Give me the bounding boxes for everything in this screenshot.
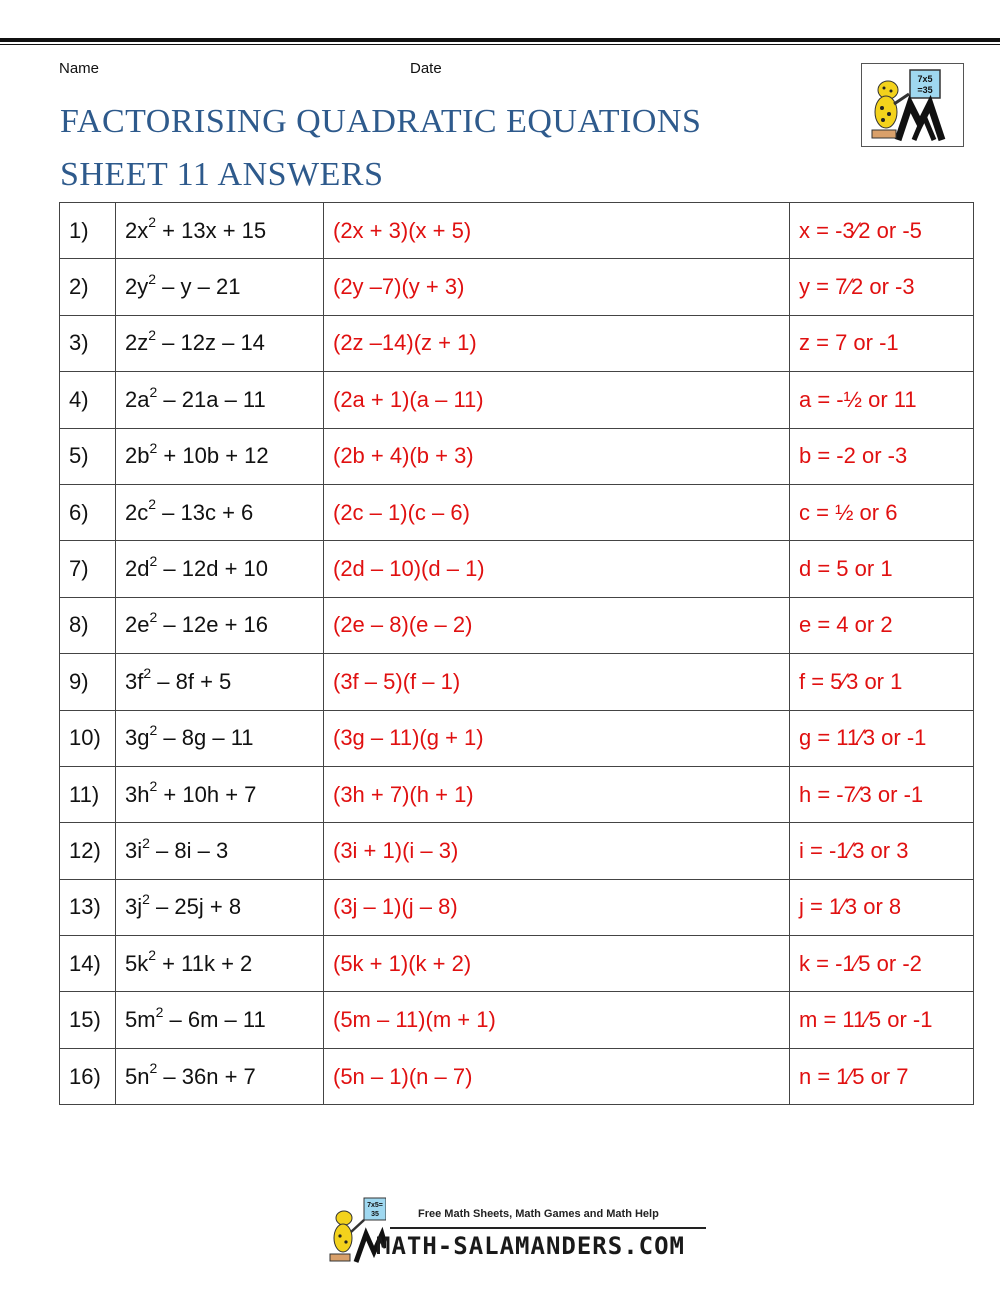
table-row [60,654,974,710]
quadratic-expression [116,879,324,935]
exponent: 2 [149,439,158,456]
expression-rest: – 8f + 5 [151,668,232,694]
question-number: 4) [60,372,116,428]
variable: a [137,386,150,412]
solution: g = 11⁄3 or -1 [790,710,974,766]
svg-text:35: 35 [371,1211,379,1218]
factorised-form: (3g – 11)(g + 1) [324,710,790,766]
table-row [60,710,974,766]
question-number: 3) [60,315,116,371]
quadratic-expression [116,710,324,766]
variable: y [137,274,149,300]
question-number: 9) [60,654,116,710]
coefficient: 2 [125,612,138,638]
quadratic-expression [116,992,324,1048]
exponent: 2 [149,1060,158,1077]
exponent: 2 [149,778,158,795]
salamander-logo-icon [862,64,963,146]
solution: y = 7⁄2 or -3 [790,259,974,315]
factorised-form: (2x + 3)(x + 5) [324,203,790,259]
quadratic-expression [116,766,324,822]
variable: b [137,443,150,469]
quadratic-expression [116,541,324,597]
exponent: 2 [149,721,158,738]
solution: b = -2 or -3 [790,428,974,484]
question-number: 1) [60,203,116,259]
expression-rest: – 21a – 11 [157,386,266,412]
coefficient: 3 [125,837,138,863]
quadratic-expression [116,597,324,653]
exponent: 2 [142,891,150,908]
coefficient: 2 [125,499,138,525]
question-number: 7) [60,541,116,597]
table-row [60,992,974,1048]
expression-rest: – 12e + 16 [157,612,269,638]
solution: c = ½ or 6 [790,484,974,540]
variable: z [137,330,149,356]
quadratic-expression [116,372,324,428]
variable: c [137,499,149,525]
table-row [60,936,974,992]
factorised-form: (3f – 5)(f – 1) [324,654,790,710]
factorised-form: (2z –14)(z + 1) [324,315,790,371]
quadratic-expression [116,315,324,371]
table-row [60,315,974,371]
expression-rest: – y – 21 [156,274,241,300]
expression-rest: – 25j + 8 [149,894,242,920]
expression-rest: – 12z – 14 [156,330,265,356]
solution: m = 11⁄5 or -1 [790,992,974,1048]
solution: x = -3⁄2 or -5 [790,203,974,259]
table-row [60,428,974,484]
question-number: 13) [60,879,116,935]
svg-text:=35: =35 [917,85,933,95]
salamander-logo [861,63,964,147]
table-row [60,372,974,428]
variable: d [137,556,150,582]
variable: j [137,894,143,920]
question-number: 14) [60,936,116,992]
page-subtitle: SHEET 11 ANSWERS [60,156,384,193]
factorised-form: (2d – 10)(d – 1) [324,541,790,597]
coefficient: 5 [125,950,138,976]
question-number: 6) [60,484,116,540]
table-row [60,766,974,822]
page-title: FACTORISING QUADRATIC EQUATIONS [60,103,702,140]
solution: a = -½ or 11 [790,372,974,428]
expression-rest: + 10b + 12 [157,443,269,469]
factorised-form: (2y –7)(y + 3) [324,259,790,315]
expression-rest: + 13x + 15 [156,217,267,243]
table-row [60,259,974,315]
variable: h [137,781,150,807]
exponent: 2 [148,214,157,231]
variable: x [137,217,149,243]
question-number: 8) [60,597,116,653]
variable: m [137,1007,156,1033]
question-number: 15) [60,992,116,1048]
variable: n [137,1063,150,1089]
solution: j = 1⁄3 or 8 [790,879,974,935]
footer-brand: MATH-SALAMANDERS.COM [376,1232,685,1260]
name-label: Name [59,60,100,77]
question-number: 11) [60,766,116,822]
solution: f = 5⁄3 or 1 [790,654,974,710]
variable: i [137,837,143,863]
expression-rest: + 10h + 7 [157,781,257,807]
solution: i = -1⁄3 or 3 [790,823,974,879]
exponent: 2 [149,552,158,569]
exponent: 2 [148,327,157,344]
question-number: 5) [60,428,116,484]
factorised-form: (5m – 11)(m + 1) [324,992,790,1048]
question-number: 10) [60,710,116,766]
solution: e = 4 or 2 [790,597,974,653]
exponent: 2 [148,270,157,287]
top-rule-thin [0,44,1000,45]
question-number: 2) [60,259,116,315]
coefficient: 3 [125,668,138,694]
coefficient: 2 [125,217,138,243]
table-row [60,1048,974,1104]
factorised-form: (2b + 4)(b + 3) [324,428,790,484]
quadratic-expression [116,259,324,315]
exponent: 2 [143,665,152,682]
coefficient: 3 [125,894,138,920]
coefficient: 3 [125,725,138,751]
table-row [60,203,974,259]
solution: z = 7 or -1 [790,315,974,371]
quadratic-expression [116,936,324,992]
footer-divider [390,1227,706,1229]
factorised-form: (2c – 1)(c – 6) [324,484,790,540]
table-row [60,879,974,935]
exponent: 2 [149,383,158,400]
date-label: Date [410,60,442,77]
solution: h = -7⁄3 or -1 [790,766,974,822]
coefficient: 3 [125,781,138,807]
table-row [60,541,974,597]
expression-rest: – 6m – 11 [163,1007,266,1033]
factorised-form: (3h + 7)(h + 1) [324,766,790,822]
solution: n = 1⁄5 or 7 [790,1048,974,1104]
answers-table [59,202,974,1105]
exponent: 2 [155,1003,164,1020]
variable: f [137,668,144,694]
expression-rest: – 8g – 11 [157,725,254,751]
factorised-form: (3i + 1)(i – 3) [324,823,790,879]
solution: d = 5 or 1 [790,541,974,597]
quadratic-expression [116,1048,324,1104]
table-row [60,823,974,879]
quadratic-expression [116,823,324,879]
quadratic-expression [116,428,324,484]
top-rule [0,38,1000,42]
quadratic-expression [116,484,324,540]
svg-text:7x5: 7x5 [917,74,933,84]
solution: k = -1⁄5 or -2 [790,936,974,992]
coefficient: 2 [125,443,138,469]
factorised-form: (5k + 1)(k + 2) [324,936,790,992]
table-row [60,484,974,540]
svg-text:7x5=: 7x5= [367,1202,383,1209]
coefficient: 2 [125,274,138,300]
coefficient: 2 [125,330,138,356]
table-row [60,597,974,653]
variable: g [137,725,150,751]
variable: e [137,612,150,638]
expression-rest: + 11k + 2 [156,950,253,976]
factorised-form: (2a + 1)(a – 11) [324,372,790,428]
expression-rest: – 13c + 6 [156,499,254,525]
question-number: 16) [60,1048,116,1104]
coefficient: 2 [125,556,138,582]
quadratic-expression [116,654,324,710]
expression-rest: – 36n + 7 [157,1063,256,1089]
exponent: 2 [148,496,157,513]
coefficient: 2 [125,386,138,412]
footer-logo [326,1196,706,1266]
exponent: 2 [148,947,157,964]
footer-tagline: Free Math Sheets, Math Games and Math Help [418,1208,659,1220]
quadratic-expression [116,203,324,259]
question-number: 12) [60,823,116,879]
expression-rest: – 8i – 3 [149,837,229,863]
expression-rest: – 12d + 10 [157,556,269,582]
factorised-form: (2e – 8)(e – 2) [324,597,790,653]
factorised-form: (5n – 1)(n – 7) [324,1048,790,1104]
factorised-form: (3j – 1)(j – 8) [324,879,790,935]
exponent: 2 [142,834,150,851]
coefficient: 5 [125,1063,138,1089]
variable: k [137,950,149,976]
coefficient: 5 [125,1007,138,1033]
exponent: 2 [149,609,158,626]
